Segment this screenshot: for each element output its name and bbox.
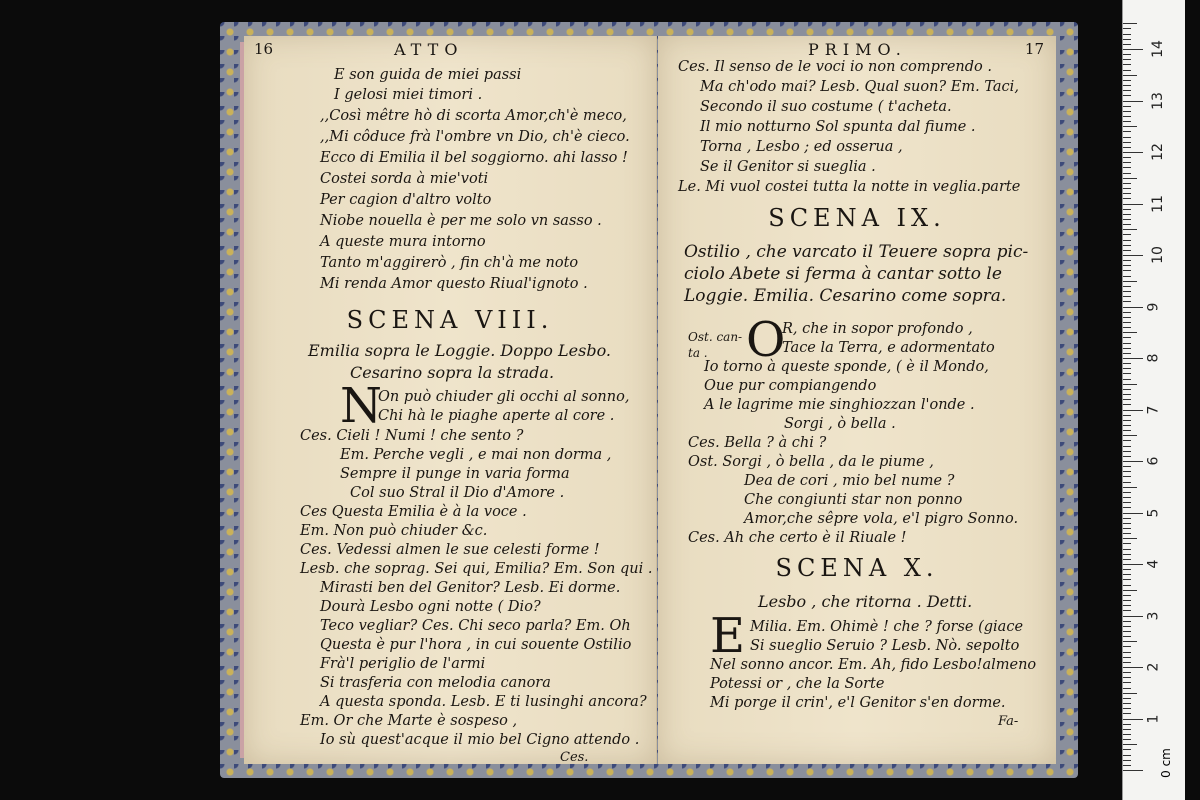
book <box>220 22 1078 778</box>
ruler-tick <box>1123 332 1137 333</box>
catchword-left: Ces. <box>560 750 589 765</box>
verse-line: Chi hà le piaghe aperte al core . <box>378 408 615 424</box>
ruler-tick <box>1123 317 1131 318</box>
ruler-number: 11 <box>1149 194 1166 213</box>
verse-line: ,,Così mêtre hò di scorta Amor,ch'è meco, <box>320 108 627 124</box>
ruler-tick <box>1123 178 1137 179</box>
ruler-tick <box>1123 209 1131 210</box>
ruler-number: 9 <box>1145 302 1162 311</box>
verse-line: Ost. Sorgi , ò bella , da le piume , <box>688 454 934 470</box>
ruler-tick <box>1123 95 1131 96</box>
verse-line: A queste mura intorno <box>320 234 486 250</box>
verse-line: Dea de cori , mio bel nume ? <box>744 473 955 489</box>
ruler-tick <box>1123 641 1137 642</box>
ruler-tick <box>1123 461 1143 462</box>
ruler-tick <box>1123 590 1137 591</box>
ruler-tick <box>1123 755 1131 756</box>
verse-line: Ces. Cieli ! Numi ! che sento ? <box>300 428 524 444</box>
ruler-tick <box>1123 574 1131 575</box>
ruler-tick <box>1123 688 1131 689</box>
ruler-tick <box>1123 49 1143 50</box>
ruler-tick <box>1123 770 1143 771</box>
ruler-tick <box>1123 64 1131 65</box>
verse-line: Si trasferia con melodia canora <box>320 675 551 691</box>
page-number-left: 16 <box>254 40 274 58</box>
verse-line: Frà'l periglio de l'armi <box>320 656 486 672</box>
ruler-tick <box>1123 394 1131 395</box>
verse-line: ,,Mi côduce frà l'ombre vn Dio, ch'è cieco. <box>320 129 630 145</box>
ruler-tick <box>1123 126 1137 127</box>
scene-description: Emilia sopra le Loggie. Doppo Lesbo. <box>308 341 612 360</box>
ruler-tick <box>1123 549 1131 550</box>
verse-line: Amor,che sêpre vola, e'l pigro Sonno. <box>744 511 1019 527</box>
ruler-tick <box>1123 425 1131 426</box>
ruler-tick <box>1123 564 1143 565</box>
ruler-tick <box>1123 152 1143 153</box>
verse-line: Ces. Vedessi almen le sue celesti forme ! <box>300 542 600 558</box>
ruler-number: 4 <box>1145 559 1162 569</box>
scene-description: ciolo Abete si ferma à cantar sotto le <box>684 264 1002 284</box>
ruler-tick <box>1123 198 1131 199</box>
ruler-tick <box>1123 559 1131 560</box>
ruler-tick <box>1123 415 1131 416</box>
ruler-tick <box>1123 167 1131 168</box>
ruler-tick <box>1123 106 1131 107</box>
drop-cap: E <box>710 608 746 664</box>
ruler-tick <box>1123 636 1131 637</box>
ruler-tick <box>1123 420 1131 421</box>
drop-cap: O <box>746 312 786 368</box>
ruler-tick <box>1123 224 1131 225</box>
verse-line: Col suo Stral il Dio d'Amore . <box>350 485 565 501</box>
ruler-tick <box>1123 245 1131 246</box>
ruler-tick <box>1123 162 1131 163</box>
verse-line: Milia. Em. Ohimè ! che ? forse (giace <box>750 619 1024 635</box>
ruler-number: 14 <box>1149 40 1166 58</box>
ruler-tick <box>1123 322 1131 323</box>
ruler-tick <box>1123 435 1137 436</box>
drop-cap: N <box>340 378 382 434</box>
ruler-tick <box>1123 662 1131 663</box>
ruler-tick <box>1123 363 1131 364</box>
ruler-tick <box>1123 240 1131 241</box>
ruler-number: 2 <box>1145 662 1162 672</box>
ruler-tick <box>1123 399 1131 400</box>
ruler-number: 8 <box>1145 353 1162 363</box>
page-number-right: 17 <box>1024 40 1044 58</box>
ruler-tick <box>1123 652 1131 653</box>
ruler-tick <box>1123 672 1131 673</box>
verse-line: Sorgi , ò bella . <box>784 416 896 432</box>
verse-line: Teco vegliar? Ces. Chi seco parla? Em. Oh <box>320 618 631 634</box>
ruler-tick <box>1123 404 1131 405</box>
ruler-tick <box>1123 554 1131 555</box>
ruler-tick <box>1123 569 1131 570</box>
ruler-number: 5 <box>1145 508 1162 517</box>
verse-line: A le lagrime mie singhiozzan l'onde . <box>704 397 975 413</box>
ruler-tick <box>1123 621 1131 622</box>
ruler-tick <box>1123 327 1131 328</box>
ruler-tick <box>1123 708 1131 709</box>
verse-line: Per cagion d'altro volto <box>320 192 492 208</box>
verse-line: Ma ch'odo mai? Lesb. Qual suon? Em. Taci, <box>700 79 1019 95</box>
ruler-tick <box>1123 255 1143 256</box>
ruler-tick <box>1123 147 1131 148</box>
ruler-number: 13 <box>1149 91 1166 110</box>
ruler-tick <box>1123 214 1131 215</box>
ruler-tick <box>1123 234 1131 235</box>
ruler-tick <box>1123 430 1131 431</box>
ruler-tick <box>1123 466 1131 467</box>
measuring-ruler <box>1122 0 1185 800</box>
verse-line: Mi porge il crin', e'l Genitor s'en dorme. <box>710 695 1006 711</box>
ruler-tick <box>1123 389 1131 390</box>
ruler-tick <box>1123 585 1131 586</box>
ruler-tick <box>1123 518 1131 519</box>
ruler-tick <box>1123 80 1131 81</box>
ruler-tick <box>1123 121 1131 122</box>
verse-line: A questa sponda. Lesb. E ti lusinghi ancora? <box>320 694 647 710</box>
ruler-tick <box>1123 343 1131 344</box>
ruler-tick <box>1123 492 1131 493</box>
ruler-number: 10 <box>1149 246 1166 264</box>
ruler-tick <box>1123 101 1143 102</box>
scene-description: Loggie. Emilia. Cesarino come sopra. <box>684 286 1007 306</box>
ruler-tick <box>1123 157 1131 158</box>
ruler-tick <box>1123 610 1131 611</box>
ruler-tick <box>1123 34 1131 35</box>
left-page <box>244 36 657 764</box>
ruler-tick <box>1123 44 1131 45</box>
ruler-tick <box>1123 142 1131 143</box>
verse-line: Il mio notturno Sol spunta dal fiume . <box>700 119 976 135</box>
verse-line: Tace la Terra, e adormentato <box>782 340 995 356</box>
verse-line: Oue pur compiangendo <box>704 378 877 394</box>
ruler-number: 7 <box>1145 405 1162 414</box>
ruler-tick <box>1123 137 1131 138</box>
ruler-tick <box>1123 739 1131 740</box>
ruler-tick <box>1123 260 1131 261</box>
verse-line: Ecco di Emilia il bel soggiorno. ahi lasso ! <box>320 150 628 166</box>
ruler-tick <box>1123 183 1131 184</box>
verse-line: Dourà Lesbo ogni notte ( Dio? <box>320 599 541 615</box>
ruler-tick <box>1123 677 1131 678</box>
ruler-tick <box>1123 54 1131 55</box>
scene-title-ix: SCENA IX. <box>768 204 946 232</box>
verse-line: I gelosi miei timori . <box>334 87 483 103</box>
ruler-tick <box>1123 276 1131 277</box>
ruler-tick <box>1123 693 1137 694</box>
ruler-tick <box>1123 348 1131 349</box>
ruler-tick <box>1123 59 1131 60</box>
verse-line: Ces. Bella ? à chi ? <box>688 435 827 451</box>
scene-description: Ostilio , che varcato il Teuere sopra pic- <box>684 242 1029 262</box>
ruler-tick <box>1123 75 1137 76</box>
ruler-tick <box>1123 713 1131 714</box>
ruler-tick <box>1123 353 1131 354</box>
right-page <box>658 36 1056 764</box>
ruler-tick <box>1123 749 1131 750</box>
ruler-tick <box>1123 765 1131 766</box>
verse-line: Tanto m'aggirerò , fin ch'à me noto <box>320 255 579 271</box>
ruler-tick <box>1123 523 1131 524</box>
verse-line: Se il Genitor si sueglia . <box>700 159 876 175</box>
ruler-tick <box>1123 131 1131 132</box>
ruler-tick <box>1123 296 1131 297</box>
verse-line: E son guida de miei passi <box>334 67 522 83</box>
ruler-tick <box>1123 291 1131 292</box>
ruler-tick <box>1123 229 1137 230</box>
ruler-tick <box>1123 440 1131 441</box>
verse-line: Lesb. che soprag. Sei qui, Emilia? Em. Son qui . <box>300 561 653 577</box>
ruler-tick <box>1123 111 1131 112</box>
ruler-tick <box>1123 595 1131 596</box>
ruler-tick <box>1123 744 1137 745</box>
speaker-label: ta . <box>688 346 708 360</box>
ruler-tick <box>1123 502 1131 503</box>
ruler-tick <box>1123 312 1131 313</box>
ruler-tick <box>1123 528 1131 529</box>
verse-line: Niobe nouella è per me solo vn sasso . <box>320 213 602 229</box>
ruler-tick <box>1123 368 1131 369</box>
ruler-tick <box>1123 605 1131 606</box>
verse-line: Nel sonno ancor. Em. Ah, fido Lesbo!almeno <box>710 657 1037 673</box>
ruler-number: 1 <box>1145 714 1162 723</box>
ruler-tick <box>1123 471 1131 472</box>
ruler-tick <box>1123 579 1131 580</box>
ruler-tick <box>1123 307 1143 308</box>
ruler-number: 12 <box>1149 143 1166 161</box>
scene-title-x: SCENA X. <box>775 554 939 582</box>
verse-line: Questa è pur l'hora , in cui souente Ostilio <box>320 637 632 653</box>
ruler-tick <box>1123 28 1131 29</box>
ruler-tick <box>1123 204 1143 205</box>
ruler-tick <box>1123 543 1131 544</box>
ruler-tick <box>1123 193 1131 194</box>
scene-title-viii: SCENA VIII. <box>346 306 554 334</box>
ruler-number: 3 <box>1145 611 1162 620</box>
speaker-label: Ost. can- <box>688 330 743 344</box>
ruler-tick <box>1123 538 1137 539</box>
ruler-number: 6 <box>1145 456 1162 466</box>
verse-line: Secondo il suo costume ( t'acheta. <box>700 99 952 115</box>
verse-line: Ces Questa Emilia è à la voce . <box>300 504 527 520</box>
verse-line: Mi renda Amor questo Riual'ignoto . <box>320 276 588 292</box>
ruler-tick <box>1123 358 1143 359</box>
verse-line: R, che in sopor profondo , <box>782 321 973 337</box>
ruler-tick <box>1123 410 1143 411</box>
verse-line: Mirasti ben del Genitor? Lesb. Ei dorme. <box>320 580 621 596</box>
verse-line: Si sueglio Seruio ? Lesb. Nò. sepolto <box>750 638 1020 654</box>
ruler-tick <box>1123 188 1131 189</box>
ruler-tick <box>1123 667 1143 668</box>
ruler-tick <box>1123 23 1137 24</box>
ruler-tick <box>1123 719 1143 720</box>
ruler-tick <box>1123 760 1131 761</box>
verse-line: Sempre il punge in varia forma <box>340 466 570 482</box>
running-head-right: PRIMO. <box>808 40 907 59</box>
verse-line: Em. Perche vegli , e mai non dorma , <box>340 447 612 463</box>
ruler-tick <box>1123 250 1131 251</box>
ruler-tick <box>1123 337 1131 338</box>
ruler-tick <box>1123 373 1131 374</box>
verse-line: Em. Or che Marte è sospeso , <box>300 713 518 729</box>
verse-line: On può chiuder gli occhi al sonno, <box>378 389 630 405</box>
ruler-tick <box>1123 85 1131 86</box>
ruler-tick <box>1123 379 1131 380</box>
ruler-tick <box>1123 497 1131 498</box>
verse-line: Le. Mi vuol costei tutta la notte in veglia.parte <box>678 179 1021 195</box>
ruler-tick <box>1123 482 1131 483</box>
ruler-tick <box>1123 631 1131 632</box>
ruler-tick <box>1123 657 1131 658</box>
ruler-tick <box>1123 451 1131 452</box>
scene-description: Cesarino sopra la strada. <box>350 363 555 382</box>
ruler-tick <box>1123 70 1131 71</box>
ruler-tick <box>1123 507 1131 508</box>
ruler-tick <box>1123 703 1131 704</box>
ruler-tick <box>1123 173 1131 174</box>
ruler-tick <box>1123 734 1131 735</box>
verse-line: Torna , Lesbo ; ed osserua , <box>700 139 903 155</box>
verse-line: Em. Non può chiuder &c. <box>300 523 488 539</box>
ruler-tick <box>1123 219 1131 220</box>
ruler-tick <box>1123 682 1131 683</box>
ruler-tick <box>1123 600 1131 601</box>
ruler-tick <box>1123 384 1137 385</box>
ruler-tick <box>1123 116 1131 117</box>
ruler-unit-label: 0 cm <box>1158 748 1173 778</box>
ruler-tick <box>1123 533 1131 534</box>
ruler-tick <box>1123 698 1131 699</box>
scene-description: Lesbo , che ritorna . Detti. <box>758 592 973 611</box>
ruler-tick <box>1123 724 1131 725</box>
verse-line: Costei sorda à mie'voti <box>320 171 489 187</box>
ruler-tick <box>1123 626 1131 627</box>
verse-line: Che congiunti star non ponno <box>744 492 963 508</box>
verse-line: Io torno à queste sponde, ( è il Mondo, <box>704 359 989 375</box>
ruler-tick <box>1123 513 1143 514</box>
ruler-tick <box>1123 265 1131 266</box>
ruler-tick <box>1123 39 1131 40</box>
running-head-left: ATTO <box>394 40 464 59</box>
ruler-tick <box>1123 90 1131 91</box>
ruler-tick <box>1123 281 1137 282</box>
verse-line: Ces. Il senso de le voci io non comprendo . <box>678 59 992 75</box>
ruler-tick <box>1123 487 1137 488</box>
ruler-tick <box>1123 729 1131 730</box>
ruler-tick <box>1123 446 1131 447</box>
verse-line: Potessi or , che la Sorte <box>710 676 885 692</box>
ruler-tick <box>1123 301 1131 302</box>
ruler-tick <box>1123 646 1131 647</box>
verse-line: Ces. Ah che certo è il Riuale ! <box>688 530 907 546</box>
ruler-tick <box>1123 616 1143 617</box>
ruler-tick <box>1123 476 1131 477</box>
verse-line: Io sù quest'acque il mio bel Cigno attendo . <box>320 732 640 748</box>
ruler-tick <box>1123 286 1131 287</box>
left-header <box>244 40 656 62</box>
ruler-tick <box>1123 270 1131 271</box>
ruler-tick <box>1123 456 1131 457</box>
catchword-right: Fa- <box>998 714 1019 729</box>
